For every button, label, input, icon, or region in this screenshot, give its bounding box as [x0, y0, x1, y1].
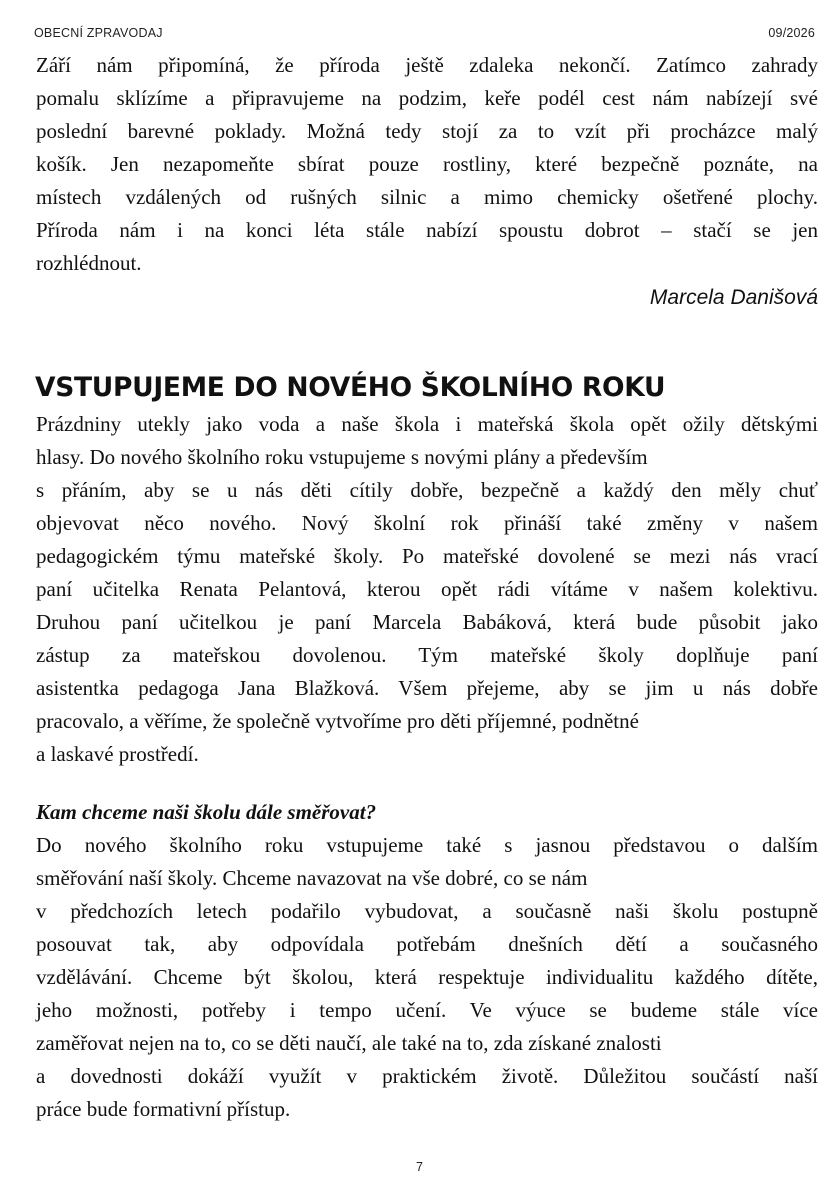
text-line: pomalu sklízíme a připravujeme na podzim, keře podél cest nám nabízejí své: [36, 86, 818, 110]
page-header: [34, 26, 815, 42]
text-line: rozhlédnout.: [36, 251, 142, 275]
text-line: práce bude formativní přístup.: [36, 1097, 291, 1121]
text-line: vzdělávání. Chceme být školou, která respektuje individualitu každého dítěte,: [36, 965, 818, 989]
article-paragraph-2: [36, 829, 818, 1126]
text-line: a laskavé prostředí.: [36, 742, 199, 766]
text-line: objevovat něco nového. Nový školní rok přináší také změny v našem: [36, 511, 818, 535]
text-line: jeho možnosti, potřeby i tempo učení. Ve výuce se budeme stále více: [36, 998, 818, 1022]
text-line: hlasy. Do nového školního roku vstupujeme s novými plány a především: [36, 445, 648, 469]
text-line: paní učitelka Renata Pelantová, kterou opět rádi vítáme v našem kolektivu.: [36, 577, 818, 601]
article-subheading: Kam chceme naši školu dále směřovat?: [36, 800, 377, 824]
page-number: 7: [416, 1160, 423, 1174]
text-line: asistentka pedagoga Jana Blažková. Všem přejeme, aby se jim u nás dobře: [36, 676, 818, 700]
text-line: pracovalo, a věříme, že společně vytvoříme pro děti příjemné, podnětné: [36, 709, 639, 733]
text-line: místech vzdálených od rušných silnic a mimo chemicky ošetřené plochy.: [36, 185, 818, 209]
article-title: VSTUPUJEME DO NOVÉHO ŠKOLNÍHO ROKU: [35, 372, 666, 403]
issue-number: 09/2026: [768, 26, 815, 40]
text-line: zaměřovat nejen na to, co se děti naučí, ale také na to, zda získané znalosti: [36, 1031, 662, 1055]
author-signature: Marcela Danišová: [649, 286, 818, 309]
text-line: Prázdniny utekly jako voda a naše škola i mateřská škola opět ožily dětskými: [36, 412, 818, 436]
text-line: směřování naší školy. Chceme navazovat na vše dobré, co se nám: [36, 866, 588, 890]
text-line: Do nového školního roku vstupujeme také s jasnou představou o dalším: [36, 833, 818, 857]
text-line: zástup za mateřskou dovolenou. Tým mateřské školy doplňuje paní: [36, 643, 818, 667]
article-paragraph: [36, 408, 818, 771]
text-line: Příroda nám i na konci léta stále nabízí spoustu dobrot – stačí se jen: [36, 218, 818, 242]
text-line: poslední barevné poklady. Možná tedy stojí za to vzít při procházce malý: [36, 119, 818, 143]
text-line: Září nám připomíná, že příroda ještě zdaleka nekončí. Zatímco zahrady: [36, 53, 818, 77]
text-line: a dovednosti dokáží využít v praktickém životě. Důležitou součástí naší: [36, 1064, 818, 1088]
text-line: v předchozích letech podařilo vybudovat, a současně naši školu postupně: [36, 899, 818, 923]
intro-paragraph: [36, 49, 818, 280]
text-line: posouvat tak, aby odpovídala potřebám dnešních dětí a současného: [36, 932, 818, 956]
text-line: pedagogickém týmu mateřské školy. Po mateřské dovolené se mezi nás vrací: [36, 544, 818, 568]
text-line: s přáním, aby se u nás děti cítily dobře, bezpečně a každý den měly chuť: [36, 478, 818, 502]
publication-name: OBECNÍ ZPRAVODAJ: [34, 26, 163, 40]
text-line: košík. Jen nezapomeňte sbírat pouze rostliny, které bezpečně poznáte, na: [36, 152, 818, 176]
text-line: Druhou paní učitelkou je paní Marcela Babáková, která bude působit jako: [36, 610, 818, 634]
